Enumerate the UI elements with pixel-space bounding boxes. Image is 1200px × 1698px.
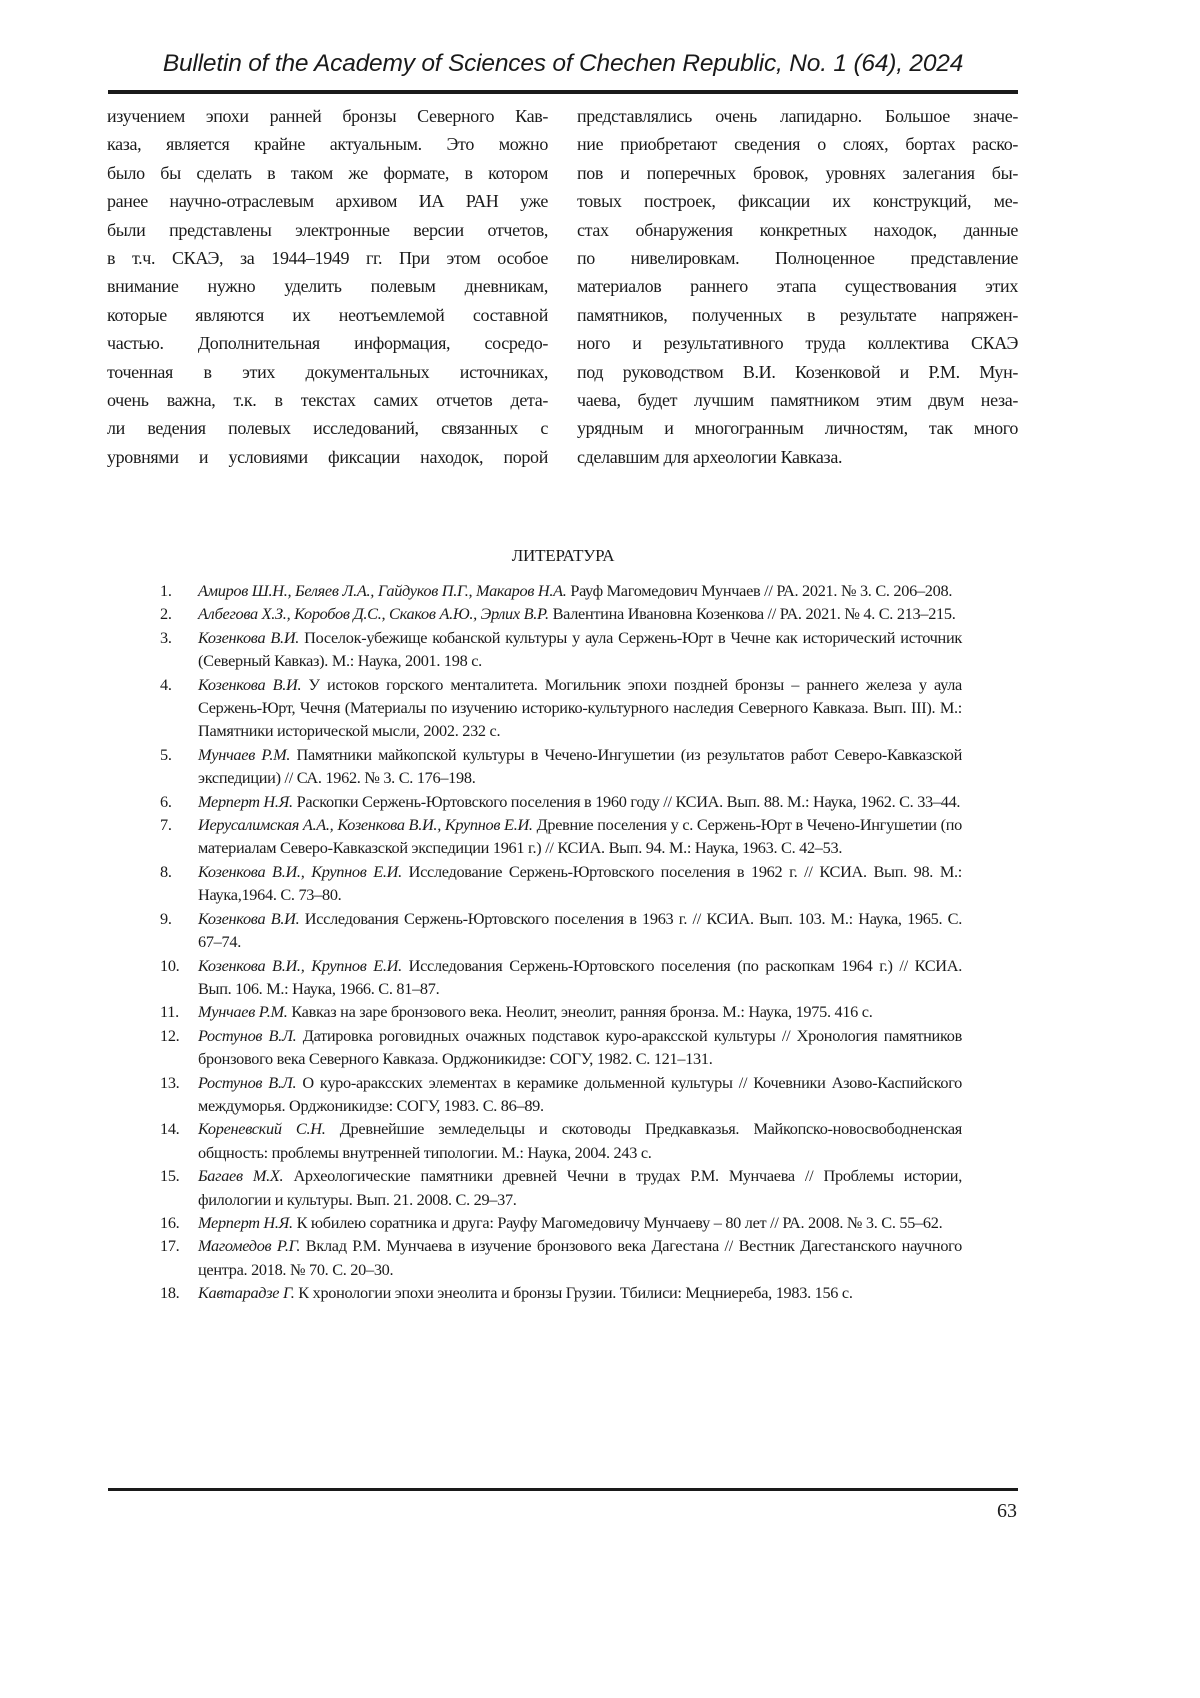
reference-list xyxy=(160,579,962,1305)
reference-text: О куро-араксских элементах в керамике дольменной культуры // Кочевники Азово-Каспийского междуморья. Орджоникидзе: СОГУ, 1983. С. 86–89. xyxy=(198,1073,962,1115)
reference-item xyxy=(160,602,962,625)
reference-authors: Козенкова В.И. xyxy=(198,675,301,694)
reference-number: 5. xyxy=(160,743,198,790)
reference-body xyxy=(198,1117,962,1164)
reference-body xyxy=(198,579,962,602)
reference-item xyxy=(160,579,962,602)
text-line: по нивелировкам. Полноценное представление xyxy=(577,244,1018,272)
reference-body xyxy=(198,1211,962,1234)
reference-number: 1. xyxy=(160,579,198,602)
reference-item xyxy=(160,626,962,673)
reference-body xyxy=(198,1164,962,1211)
text-line: сделавшим для археологии Кавказа. xyxy=(577,443,1018,471)
text-line: в т.ч. СКАЭ, за 1944–1949 гг. При этом особое xyxy=(107,244,548,272)
reference-text: Поселок-убежище кобанской культуры у аула Сержень-Юрт в Чечне как исторический источник (Северный Кавказ). М.: Наука, 2001. 198 с. xyxy=(198,628,962,670)
reference-text: Памятники майкопской культуры в Чечено-Ингушетии (из результатов работ Северо-Кавказской экспедиции) // СА. 1962. № 3. С. 176–198. xyxy=(198,745,962,787)
text-line: ранее научно-отраслевым архивом ИА РАН уже xyxy=(107,187,548,215)
reference-number: 6. xyxy=(160,790,198,813)
reference-authors: Мерперт Н.Я. xyxy=(198,792,293,811)
text-line: были представлены электронные версии отчетов, xyxy=(107,216,548,244)
reference-authors: Козенкова В.И. xyxy=(198,909,299,928)
reference-authors: Магомедов Р.Г. xyxy=(198,1236,300,1255)
reference-text: Вклад Р.М. Мунчаева в изучение бронзового века Дагестана // Вестник Дагестанского научного центра. 2018. № 70. С. 20–30. xyxy=(198,1236,962,1278)
reference-item xyxy=(160,1281,962,1304)
reference-number: 18. xyxy=(160,1281,198,1304)
text-line: внимание нужно уделить полевым дневникам, xyxy=(107,272,548,300)
reference-number: 11. xyxy=(160,1000,198,1023)
reference-authors: Кавтарадзе Г. xyxy=(198,1283,295,1302)
reference-text: Датировка роговидных очажных подставок куро-араксской культуры // Хронология памятников бронзового века Северного Кавказа. Орджоникидзе: СОГУ, 1982. С. 121–131. xyxy=(198,1026,962,1068)
reference-body xyxy=(198,1071,962,1118)
reference-body xyxy=(198,1281,962,1304)
reference-text: Исследования Сержень-Юртовского поселения (по раскопкам 1964 г.) // КСИА. Вып. 106. М.: Наука, 1966. С. 81–87. xyxy=(198,956,962,998)
text-line: уровнями и условиями фиксации находок, порой xyxy=(107,443,548,471)
reference-item xyxy=(160,1164,962,1211)
reference-authors: Ростунов В.Л. xyxy=(198,1026,296,1045)
reference-item xyxy=(160,1234,962,1281)
reference-authors: Ростунов В.Л. xyxy=(198,1073,296,1092)
reference-item xyxy=(160,860,962,907)
reference-authors: Мунчаев Р.М. xyxy=(198,745,290,764)
reference-number: 14. xyxy=(160,1117,198,1164)
reference-authors: Козенкова В.И., Крупнов Е.И. xyxy=(198,956,402,975)
reference-body xyxy=(198,907,962,954)
reference-item xyxy=(160,790,962,813)
text-line: частью. Дополнительная информация, сосредо- xyxy=(107,329,548,357)
text-line: памятников, полученных в результате напряжен- xyxy=(577,301,1018,329)
reference-item xyxy=(160,673,962,743)
reference-body xyxy=(198,813,962,860)
page xyxy=(0,0,1200,1698)
reference-number: 4. xyxy=(160,673,198,743)
header-rule xyxy=(108,90,1018,94)
reference-text: Рауф Магомедович Мунчаев // РА. 2021. № 3. С. 206–208. xyxy=(567,581,953,600)
reference-item xyxy=(160,1117,962,1164)
reference-text: Исследование Сержень-Юртовского поселения в 1962 г. // КСИА. Вып. 98. М.: Наука,1964. С. 73–80. xyxy=(198,862,962,904)
reference-number: 17. xyxy=(160,1234,198,1281)
reference-text: Исследования Сержень-Юртовского поселения в 1963 г. // КСИА. Вып. 103. М.: Наука, 1965. С. 67–74. xyxy=(198,909,962,951)
reference-authors: Албегова Х.З., Коробов Д.С., Скаков А.Ю., Эрлих В.Р. xyxy=(198,604,549,623)
reference-number: 8. xyxy=(160,860,198,907)
page-number: 63 xyxy=(960,1500,1017,1523)
reference-authors: Мерперт Н.Я. xyxy=(198,1213,293,1232)
reference-text: У истоков горского менталитета. Могильник эпохи поздней бронзы – раннего железа у аула Сержень-Юрт, Чечня (Материалы по изучению историко-культурного наследия Северного Кавказа. Вып. III). М.: Памятники исторической мысли, 2002. 232 с. xyxy=(198,675,962,741)
reference-item xyxy=(160,813,962,860)
text-line: каза, является крайне актуальным. Это можно xyxy=(107,130,548,158)
reference-item xyxy=(160,954,962,1001)
reference-text: Кавказ на заре бронзового века. Неолит, энеолит, ранняя бронза. М.: Наука, 1975. 416 с. xyxy=(288,1002,873,1021)
reference-body xyxy=(198,790,962,813)
reference-item xyxy=(160,1211,962,1234)
text-line: ного и результативного труда коллектива СКАЭ xyxy=(577,329,1018,357)
reference-body xyxy=(198,743,962,790)
reference-authors: Багаев М.Х. xyxy=(198,1166,283,1185)
reference-number: 9. xyxy=(160,907,198,954)
reference-number: 2. xyxy=(160,602,198,625)
reference-authors: Козенкова В.И., Крупнов Е.И. xyxy=(198,862,402,881)
reference-text: Валентина Ивановна Козенкова // РА. 2021. № 4. С. 213–215. xyxy=(549,604,956,623)
reference-authors: Мунчаев Р.М. xyxy=(198,1002,288,1021)
reference-text: К юбилею соратника и друга: Рауфу Магомедовичу Мунчаеву – 80 лет // РА. 2008. № 3. С. 55–62. xyxy=(293,1213,943,1232)
text-line: чаева, будет лучшим памятником этим двум неза- xyxy=(577,386,1018,414)
text-line: изучением эпохи ранней бронзы Северного Кав- xyxy=(107,102,548,130)
reference-authors: Иерусалимская А.А., Козенкова В.И., Крупнов Е.И. xyxy=(198,815,533,834)
text-line: очень важна, т.к. в текстах самих отчетов дета- xyxy=(107,386,548,414)
text-line: точенная в этих документальных источниках, xyxy=(107,358,548,386)
right-column xyxy=(577,102,1018,471)
reference-body xyxy=(198,1000,962,1023)
reference-item xyxy=(160,1071,962,1118)
text-line: стах обнаружения конкретных находок, данные xyxy=(577,216,1018,244)
text-line: ли ведения полевых исследований, связанных с xyxy=(107,414,548,442)
reference-number: 13. xyxy=(160,1071,198,1118)
reference-item xyxy=(160,743,962,790)
reference-text: Раскопки Сержень-Юртовского поселения в 1960 году // КСИА. Вып. 88. М.: Наука, 1962. С. 33–44. xyxy=(293,792,960,811)
reference-body xyxy=(198,1024,962,1071)
text-line: урядным и многогранным личностям, так много xyxy=(577,414,1018,442)
reference-body xyxy=(198,602,962,625)
text-line: товых построек, фиксации их конструкций, ме- xyxy=(577,187,1018,215)
reference-authors: Амиров Ш.Н., Беляев Л.А., Гайдуков П.Г., Макаров Н.А. xyxy=(198,581,567,600)
reference-number: 3. xyxy=(160,626,198,673)
reference-text: Древнейшие земледельцы и скотоводы Предкавказья. Майкопско-новосвободненская общность: проблемы внутренней типологии. М.: Наука, 2004. 243 с. xyxy=(198,1119,962,1161)
reference-text: Древние поселения у с. Сержень-Юрт в Чечено-Ингушетии (по материалам Северо-Кавказской экспедиции 1961 г.) // КСИА. Вып. 94. М.: Наука, 1963. С. 42–53. xyxy=(198,815,962,857)
text-line: которые являются их неотъемлемой составной xyxy=(107,301,548,329)
reference-body xyxy=(198,954,962,1001)
reference-authors: Козенкова В.И. xyxy=(198,628,299,647)
reference-body xyxy=(198,673,962,743)
text-line: было бы сделать в таком же формате, в котором xyxy=(107,159,548,187)
reference-number: 12. xyxy=(160,1024,198,1071)
reference-number: 16. xyxy=(160,1211,198,1234)
text-line: ние приобретают сведения о слоях, бортах раско- xyxy=(577,130,1018,158)
text-line: пов и поперечных бровок, уровнях залегания бы- xyxy=(577,159,1018,187)
reference-authors: Кореневский С.Н. xyxy=(198,1119,326,1138)
references-title: ЛИТЕРАТУРА xyxy=(108,546,1018,566)
reference-item xyxy=(160,1024,962,1071)
text-line: представлялись очень лапидарно. Большое значе- xyxy=(577,102,1018,130)
text-line: материалов раннего этапа существования этих xyxy=(577,272,1018,300)
footer-rule xyxy=(108,1488,1018,1491)
reference-body xyxy=(198,626,962,673)
text-line: под руководством В.И. Козенковой и Р.М. Мун- xyxy=(577,358,1018,386)
left-column xyxy=(107,102,548,471)
reference-body xyxy=(198,1234,962,1281)
reference-item xyxy=(160,907,962,954)
reference-text: Археологические памятники древней Чечни в трудах Р.М. Мунчаева // Проблемы истории, филологии и культуры. Вып. 21. 2008. С. 29–37. xyxy=(198,1166,962,1208)
reference-body xyxy=(198,860,962,907)
journal-header: Bulletin of the Academy of Sciences of Chechen Republic, No. 1 (64), 2024 xyxy=(108,50,1018,78)
reference-number: 10. xyxy=(160,954,198,1001)
reference-number: 7. xyxy=(160,813,198,860)
reference-item xyxy=(160,1000,962,1023)
reference-text: К хронологии эпохи энеолита и бронзы Грузии. Тбилиси: Мецниереба, 1983. 156 с. xyxy=(295,1283,853,1302)
reference-number: 15. xyxy=(160,1164,198,1211)
